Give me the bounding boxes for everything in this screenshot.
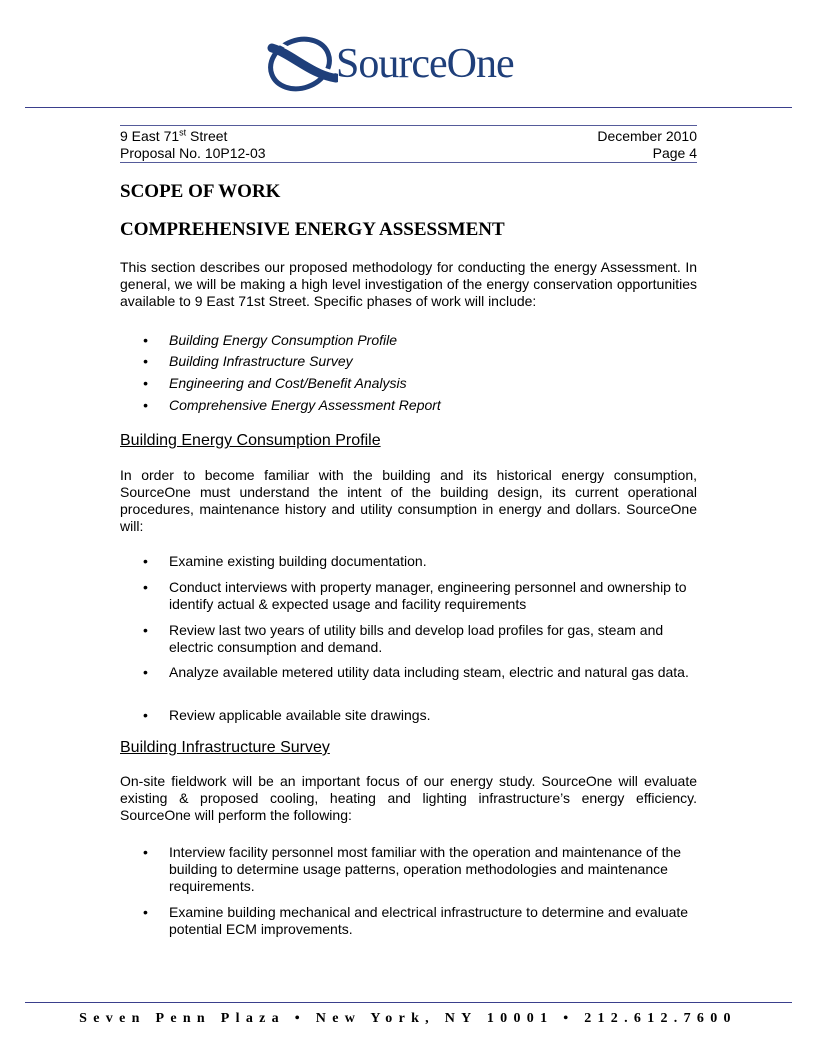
section2-intro: On-site fieldwork will be an important focus of our energy study. SourceOne will evaluate existing & proposed cooling, heating and lighting infrastructure’s energy efficiency. SourceOne will perform the following: [120, 773, 697, 823]
swoosh-logo-icon [266, 34, 338, 98]
list-item: • Interview facility personnel most familiar with the operation and maintenance of the building to determine usage patterns, operation methodologies and maintenance requirements. [143, 844, 682, 894]
section1-heading: Building Energy Consumption Profile [120, 432, 381, 449]
section1-intro: In order to become familiar with the building and its historical energy consumption, SourceOne must understand the intent of the building design, its current operational procedures, maintenance history and utility consumption in energy and dollars. SourceOne will: [120, 467, 697, 534]
section-title: COMPREHENSIVE ENERGY ASSESSMENT [120, 219, 505, 240]
sourceone-logo [266, 34, 556, 98]
list-item: • Analyze available metered utility data including steam, electric and natural gas data. [143, 664, 689, 680]
bullet-separator: • [294, 1011, 306, 1026]
header-date: December 2010 [597, 128, 697, 144]
logo-wordmark: SourceOne [336, 41, 514, 87]
list-item: • Building Energy Consumption Profile [143, 332, 398, 348]
header-row-1 [120, 128, 697, 145]
list-item: • Engineering and Cost/Benefit Analysis [143, 375, 407, 391]
header-row-2 [120, 145, 697, 162]
list-item: • Building Infrastructure Survey [143, 353, 353, 369]
list-item: • Review applicable available site drawings. [143, 707, 431, 723]
bullet-separator: • [563, 1011, 575, 1026]
header-proposal: Proposal No. 10P12-03 [120, 145, 266, 161]
top-divider [25, 107, 792, 108]
footer-address-city: New York, NY 10001 [315, 1011, 554, 1026]
footer-address-street: Seven Penn Plaza [79, 1011, 285, 1026]
footer-divider [25, 1002, 792, 1003]
intro-paragraph: This section describes our proposed methodology for conducting the energy Assessment. In general, we will be making a high level investigation of the energy conservation opportunities available to 9 East 71st Street. Specific phases of work will include: [120, 259, 697, 309]
header-page: Page 4 [652, 145, 697, 161]
header-top-rule [120, 125, 697, 126]
section2-heading: Building Infrastructure Survey [120, 739, 330, 756]
header-address: 9 East 71st Street [120, 127, 228, 144]
list-item: • Conduct interviews with property manager, engineering personnel and ownership to identify actual & expected usage and facility requirements [143, 579, 687, 612]
list-item: • Comprehensive Energy Assessment Report [143, 397, 441, 413]
footer-phone: 212.612.7600 [584, 1011, 737, 1026]
list-item: • Examine existing building documentation. [143, 553, 427, 569]
list-item: • Examine building mechanical and electrical infrastructure to determine and evaluate potential ECM improvements. [143, 904, 689, 937]
footer-contact [0, 1011, 816, 1027]
header-bottom-rule [120, 162, 697, 163]
page-title: SCOPE OF WORK [120, 181, 281, 202]
list-item: • Review last two years of utility bills and develop load profiles for gas, steam and electric consumption and demand. [143, 622, 664, 655]
